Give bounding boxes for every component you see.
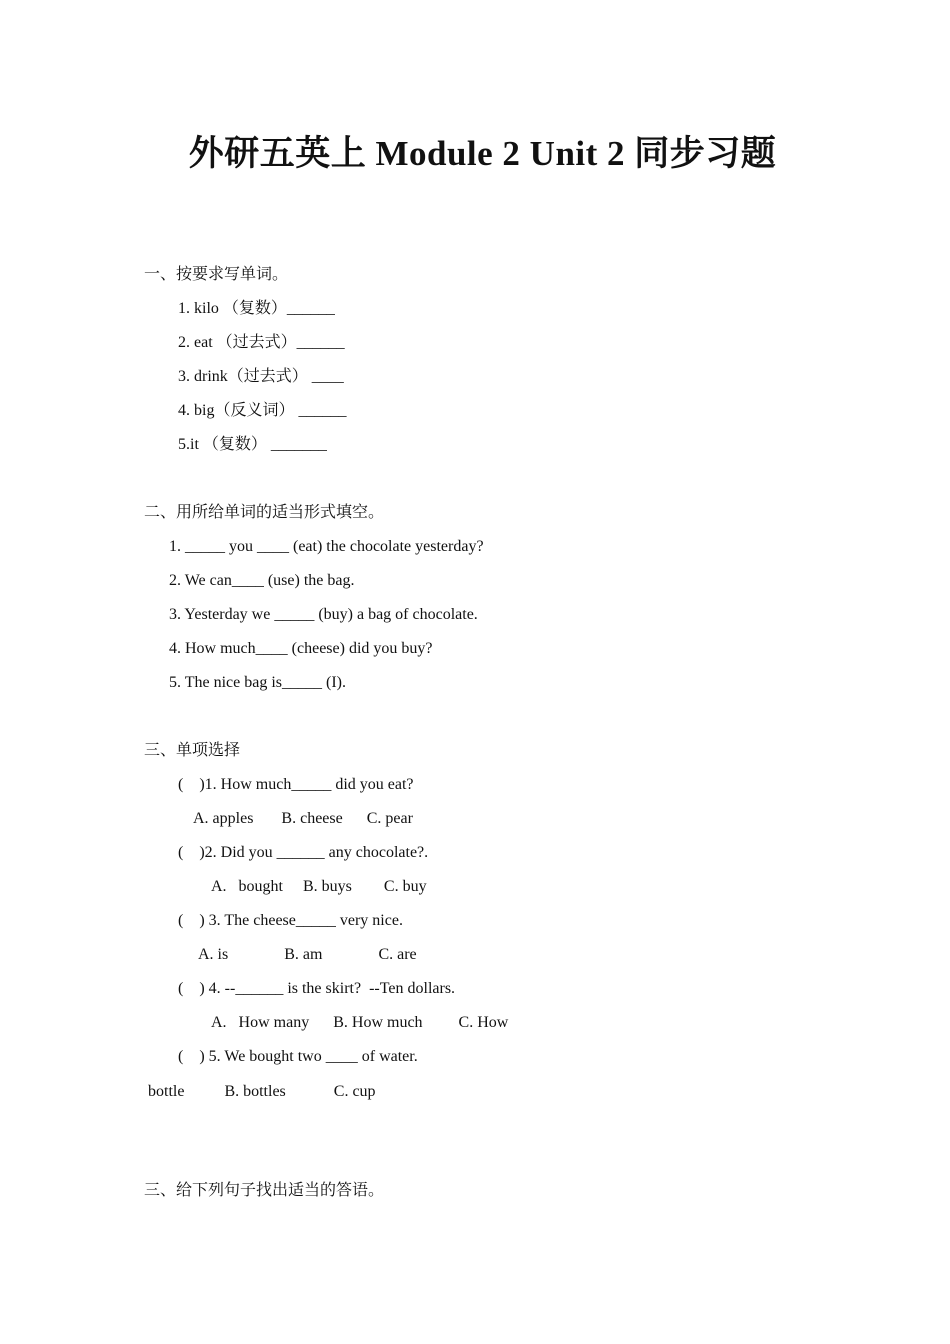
question-4: ( ) 4. --______ is the skirt? --Ten dollars.: [178, 980, 456, 997]
question-5-options: bottle B. bottles C. cup: [148, 1083, 376, 1100]
question-3: ( ) 3. The cheese_____ very nice.: [178, 912, 403, 929]
question-2: ( )2. Did you ______ any chocolate?.: [178, 844, 429, 861]
section-2-item: 5. The nice bag is_____ (I).: [169, 674, 346, 691]
section-2-item: 2. We can____ (use) the bag.: [169, 572, 355, 589]
section-1-item: 1. kilo （复数）______: [178, 300, 335, 317]
section-1-item: 4. big（反义词） ______: [178, 402, 347, 419]
section-3-heading: 三、单项选择: [144, 742, 241, 759]
section-2-item: 3. Yesterday we _____ (buy) a bag of chocolate.: [169, 606, 478, 623]
question-5: ( ) 5. We bought two ____ of water.: [178, 1048, 418, 1065]
section-1-item: 5.it （复数） _______: [178, 436, 327, 453]
page-title: 外研五英上 Module 2 Unit 2 同步习题: [188, 134, 777, 173]
section-2-item: 4. How much____ (cheese) did you buy?: [169, 640, 433, 657]
section-1-item: 2. eat （过去式）______: [178, 334, 345, 351]
section-2-item: 1. _____ you ____ (eat) the chocolate yesterday?: [169, 538, 484, 555]
section-1-heading: 一、按要求写单词。: [144, 266, 289, 283]
section-4-heading: 三、给下列句子找出适当的答语。: [144, 1182, 385, 1199]
question-1-options: A. apples B. cheese C. pear: [193, 810, 413, 827]
question-2-options: A. bought B. buys C. buy: [211, 878, 427, 895]
section-1-item: 3. drink（过去式） ____: [178, 368, 344, 385]
question-3-options: A. is B. am C. are: [198, 946, 417, 963]
question-4-options: A. How many B. How much C. How: [211, 1014, 509, 1031]
question-1: ( )1. How much_____ did you eat?: [178, 776, 414, 793]
section-2-heading: 二、用所给单词的适当形式填空。: [144, 504, 385, 521]
